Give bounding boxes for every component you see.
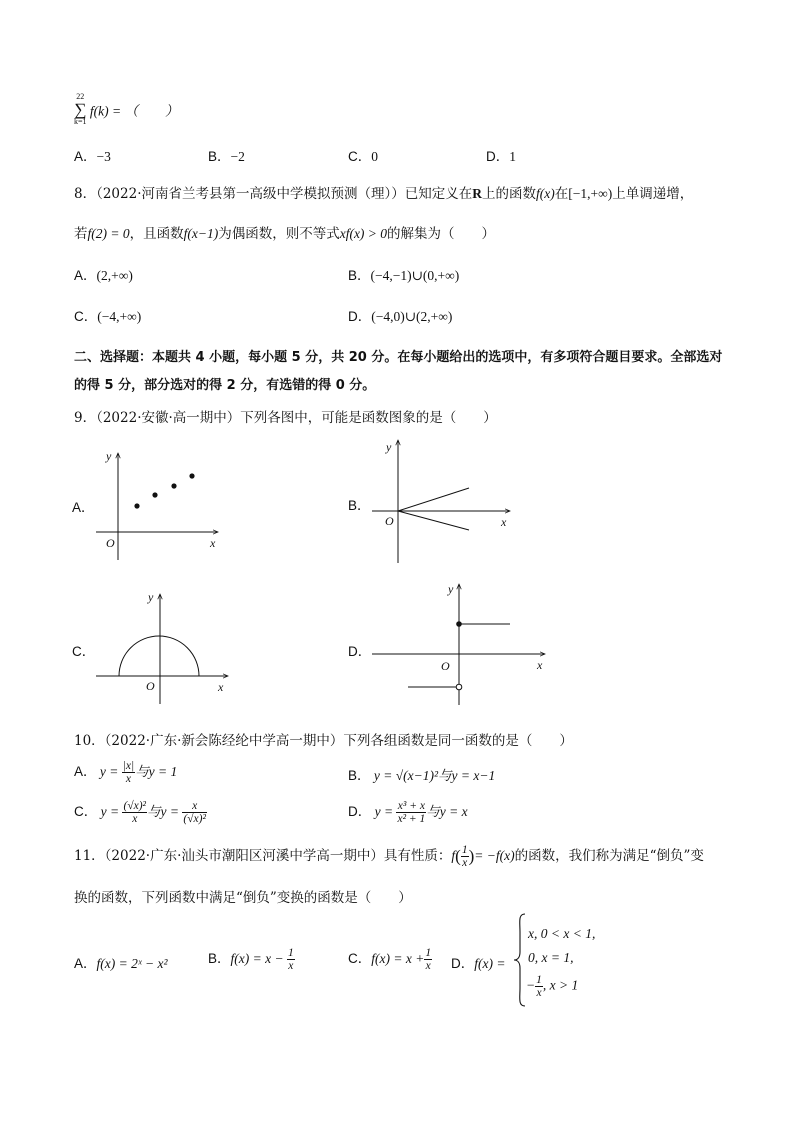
q10-option-b[interactable] — [348, 764, 495, 784]
denominator: x — [425, 960, 431, 973]
math-text: , x > 1 — [542, 977, 579, 993]
y-axis-label: y — [106, 449, 112, 463]
math-text: = −f(x) — [474, 848, 515, 864]
text: 的解集为（ ） — [387, 226, 496, 242]
sum-upper-limit: 22 — [76, 92, 85, 101]
paren-open: ( — [455, 846, 461, 866]
math-text: y = — [374, 804, 394, 819]
option-text: −3 — [96, 149, 111, 164]
q11-option-c[interactable] — [348, 947, 432, 972]
sum-lower-limit: k=1 — [74, 117, 87, 126]
sum-body: f(k) = （ ） — [89, 103, 179, 119]
math-f2: f(2) = 0 — [87, 226, 130, 241]
x-axis-label: x — [218, 680, 224, 694]
math-text: y = — [100, 804, 120, 819]
math-text: 与y = x — [426, 804, 468, 819]
data-point — [152, 492, 157, 497]
x-axis-label: x — [537, 658, 543, 672]
data-point — [189, 473, 194, 478]
math-text: − — [526, 977, 536, 993]
option-text: 0 — [371, 149, 378, 164]
text: 的函数，我们称为满足“倒负”变 — [514, 848, 704, 865]
numerator: 1 — [425, 947, 432, 960]
denominator: x — [125, 773, 132, 786]
fraction — [461, 844, 469, 869]
x-axis-label: x — [210, 536, 216, 550]
denominator: x² + 1 — [397, 813, 426, 826]
option-label: A． — [74, 764, 97, 779]
text: ，且函数 — [129, 226, 184, 242]
option-text: −2 — [230, 149, 245, 164]
option-text: (−4,0)∪(2,+∞) — [371, 309, 453, 324]
text: 上单调递增， — [612, 186, 694, 202]
option-text: 1 — [509, 149, 516, 164]
fraction — [424, 947, 432, 972]
graph-a[interactable] — [96, 449, 218, 560]
y-axis-label: y — [148, 590, 154, 604]
q11-line1 — [74, 844, 704, 869]
option-label: A． — [74, 149, 97, 164]
numerator: x³ + x — [397, 800, 425, 813]
option-label: A． — [74, 956, 97, 971]
option-label: B． — [348, 268, 371, 283]
numerator: 1 — [536, 974, 542, 986]
semicircle-curve — [119, 636, 199, 676]
math-text: f(x) = 2ˣ − x² — [96, 956, 168, 971]
option-label: C． — [348, 149, 372, 164]
open-endpoint — [456, 684, 462, 690]
option-label: D． — [348, 309, 372, 324]
option-label: D． — [451, 956, 475, 971]
section2-heading-line1: 二、选择题：本题共 4 小题，每小题 5 分，共 20 分。在每小题给出的选项中，有多项符合题目要求。全部选对 — [74, 350, 723, 365]
option-label: D． — [486, 149, 510, 164]
math-text: f(x) = — [474, 956, 506, 971]
math-text: 与y = x−1 — [438, 768, 496, 783]
real-set-symbol: R — [472, 186, 482, 201]
option-text: (−4,−1)∪(0,+∞) — [370, 268, 460, 283]
graph-c[interactable] — [96, 590, 228, 704]
sigma-symbol: ∑ — [74, 100, 87, 119]
upper-ray — [398, 488, 469, 511]
question-number: 8． — [74, 186, 97, 202]
option-text: (2,+∞) — [96, 268, 133, 283]
option-label: A． — [74, 268, 97, 283]
q10-option-c[interactable] — [74, 800, 207, 825]
paren-close: ) — [468, 846, 475, 866]
piecewise-case-3 — [526, 974, 578, 999]
math-fx-minus-1: f(x−1) — [183, 226, 219, 241]
fraction — [182, 800, 207, 825]
graph-d[interactable] — [372, 582, 545, 705]
fraction — [122, 800, 147, 825]
math-fx: f(x) — [536, 186, 555, 201]
q9-stem: 9．（2022·安徽·高一期中）下列各图中，可能是函数图象的是（ ） — [74, 410, 497, 426]
q9-option-c-label[interactable]: C． — [72, 644, 96, 659]
numerator: (√x)² — [123, 800, 147, 813]
math-text: y = √(x−1)² — [373, 768, 439, 783]
option-label: C． — [348, 951, 372, 966]
q10-option-d[interactable] — [348, 800, 468, 825]
fraction — [535, 974, 543, 999]
option-label: B． — [208, 149, 231, 164]
q10-option-a[interactable] — [74, 760, 177, 785]
option-label: C． — [74, 804, 98, 819]
q9-option-d-label[interactable]: D． — [348, 644, 372, 659]
data-point — [134, 503, 139, 508]
math-inequality: xf(x) > 0 — [339, 226, 388, 241]
y-axis-label: y — [448, 582, 454, 596]
graph-b[interactable] — [372, 440, 510, 563]
q11-option-b[interactable] — [208, 947, 295, 972]
numerator: x — [182, 800, 207, 813]
text: 11．（2022·广东·汕头市潮阳区河溪中学高一期中）具有性质： — [74, 848, 452, 865]
math-text: 与y = 1 — [135, 764, 178, 779]
math-f: f — [451, 848, 456, 864]
denominator: x — [536, 987, 542, 1000]
math-text: 与y = — [147, 804, 179, 819]
origin-label: O — [106, 536, 115, 550]
math-interval: [−1,+∞) — [568, 186, 613, 201]
piecewise-case-2: 0, x = 1, — [528, 950, 574, 965]
numerator: 1 — [461, 844, 468, 856]
data-point — [171, 483, 176, 488]
denominator: (√x)² — [183, 813, 206, 826]
option-label: B． — [348, 768, 371, 783]
origin-label: O — [385, 514, 394, 528]
fraction — [396, 800, 426, 825]
fraction — [287, 947, 295, 972]
numerator: |x| — [122, 760, 135, 773]
math-text: f(x) = x − — [230, 951, 284, 966]
y-axis-label: y — [386, 440, 392, 454]
text: 已知定义在 — [404, 186, 473, 202]
question-source: （2022·河南省兰考县第一高级中学模拟预测（理）） — [96, 186, 405, 202]
origin-label: O — [146, 679, 155, 693]
option-label: B． — [208, 951, 231, 966]
numerator: 1 — [287, 947, 294, 960]
math-text: y = — [99, 764, 119, 779]
lower-ray — [398, 511, 469, 530]
math-text: f(x) = x + — [371, 951, 425, 966]
denominator: x — [132, 813, 138, 826]
filled-endpoint — [456, 621, 462, 627]
option-label: D． — [348, 804, 372, 819]
q9-option-b-label[interactable]: B． — [348, 498, 371, 513]
q11-line2: 换的函数，下列函数中满足“倒负”变换的函数是（ ） — [74, 890, 412, 906]
section2-heading-line2: 的得 5 分，部分选对的得 2 分，有选错的得 0 分。 — [74, 378, 376, 393]
q11-option-a[interactable] — [74, 952, 168, 972]
text: 若 — [74, 226, 88, 242]
origin-label: O — [441, 659, 450, 673]
option-text: (−4,+∞) — [97, 309, 142, 324]
denominator: x — [288, 960, 294, 973]
q11-option-d-label-expr[interactable] — [451, 952, 505, 972]
x-axis-label: x — [501, 515, 507, 529]
text: 在 — [554, 186, 569, 202]
q10-stem: 10．（2022·广东·新会陈经纶中学高一期中）下列各组函数是同一函数的是（ ） — [74, 733, 573, 749]
q9-option-a-label[interactable]: A． — [72, 500, 95, 515]
denominator: x — [462, 857, 468, 870]
text: 上的函数 — [482, 186, 536, 202]
text: 为偶函数，则不等式 — [218, 226, 340, 242]
option-label: C． — [74, 309, 98, 324]
piecewise-case-1: x, 0 < x < 1, — [528, 926, 596, 941]
fraction — [122, 760, 135, 785]
